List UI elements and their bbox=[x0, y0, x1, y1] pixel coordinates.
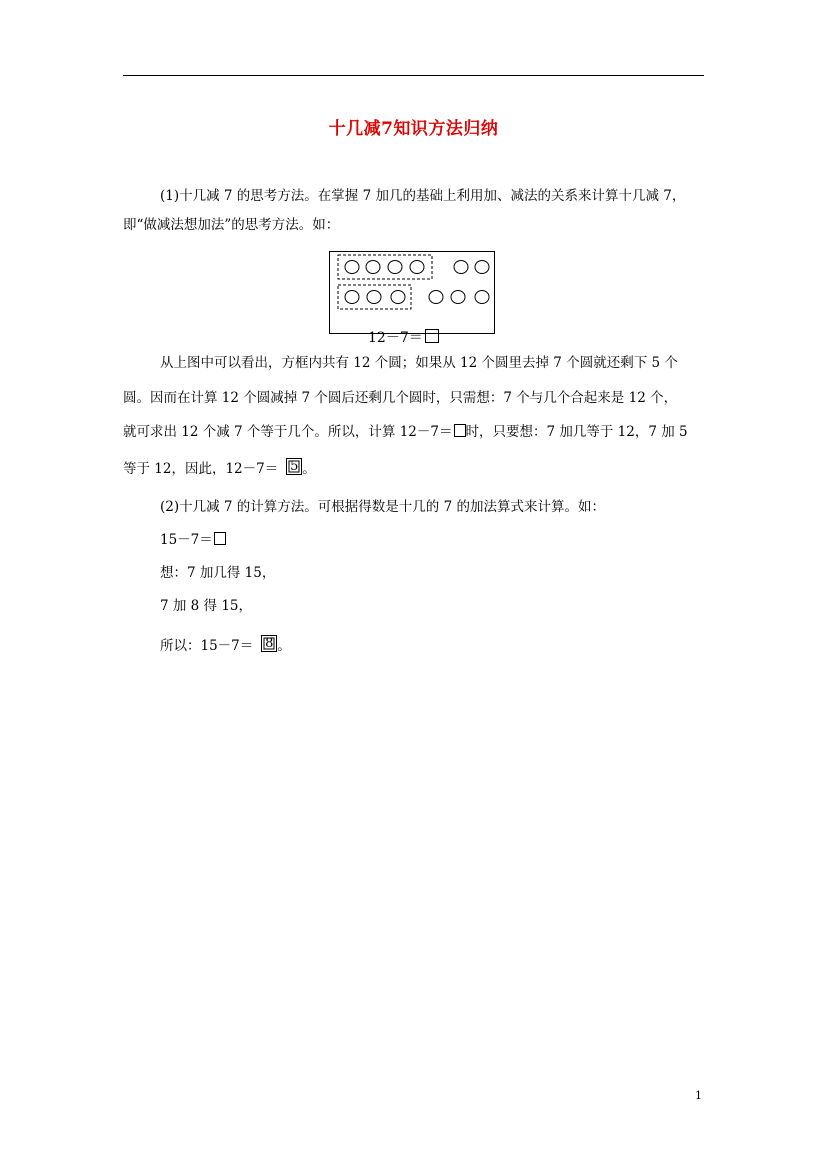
para-line3-suffix: 时，只要想：7 加几等于 12，7 加 5 bbox=[465, 424, 688, 440]
circle bbox=[388, 261, 402, 274]
section2-think2: 7 加 8 得 15， bbox=[160, 598, 253, 614]
section1-intro-line1: (1)十几减 7 的思考方法。在掌握 7 加几的基础上利用加、减法的关系来计算十几减 7， bbox=[160, 188, 686, 204]
dashed-group-top bbox=[338, 255, 432, 279]
dashed-group-bottom bbox=[338, 285, 411, 309]
circles-diagram bbox=[329, 251, 495, 334]
circle bbox=[454, 261, 468, 274]
section2-equation bbox=[160, 530, 226, 550]
section2-conclusion bbox=[160, 636, 291, 656]
section2-think1: 想：7 加几得 15， bbox=[160, 565, 276, 581]
circle bbox=[345, 261, 359, 274]
blank-box bbox=[454, 424, 466, 437]
answer-box-8: 8 bbox=[261, 635, 277, 652]
blank-box bbox=[214, 532, 226, 545]
section1-para-line3 bbox=[123, 422, 688, 442]
circle bbox=[410, 261, 424, 274]
section1-para-line1: 从上图中可以看出，方框内共有 12 个圆；如果从 12 个圆里去掉 7 个圆就还剩下 5 个 bbox=[160, 355, 678, 371]
para-line4-suffix: 。 bbox=[302, 461, 316, 477]
figure-equation bbox=[368, 327, 439, 347]
circle bbox=[345, 291, 359, 304]
circle bbox=[451, 291, 465, 304]
blank-box bbox=[425, 329, 439, 343]
circle bbox=[367, 291, 381, 304]
circle bbox=[475, 291, 489, 304]
circle bbox=[429, 291, 443, 304]
answer-box-5: 5 bbox=[286, 458, 302, 475]
section2-equation-text: 15－7＝ bbox=[160, 532, 213, 548]
page-title: 十几减7知识方法归纳 bbox=[328, 119, 499, 139]
diagram-frame bbox=[330, 252, 495, 334]
section1-para-line2: 圆。因而在计算 12 个圆减掉 7 个圆后还剩几个圆时，只需想：7 个与几个合起来是 12 个， bbox=[123, 390, 678, 406]
header-rule bbox=[123, 75, 704, 76]
para-line3-prefix: 就可求出 12 个减 7 个等于几个。所以，计算 12－7＝ bbox=[123, 424, 453, 440]
conclusion-prefix: 所以：15－7＝ bbox=[160, 638, 254, 654]
circle bbox=[391, 291, 405, 304]
para-line4-prefix: 等于 12，因此，12－7＝ bbox=[123, 461, 279, 477]
section2-intro-line: (2)十几减 7 的计算方法。可根据得数是十几的 7 的加法算式来计算。如： bbox=[160, 499, 605, 515]
section1-para-line4 bbox=[123, 459, 316, 479]
page-number: 1 bbox=[695, 1089, 702, 1102]
figure-equation-text: 12－7＝ bbox=[368, 330, 423, 346]
circle bbox=[475, 261, 489, 274]
circle bbox=[366, 261, 380, 274]
section1-intro-line2: 即“做减法想加法”的思考方法。如： bbox=[123, 217, 340, 233]
conclusion-suffix: 。 bbox=[277, 638, 291, 654]
